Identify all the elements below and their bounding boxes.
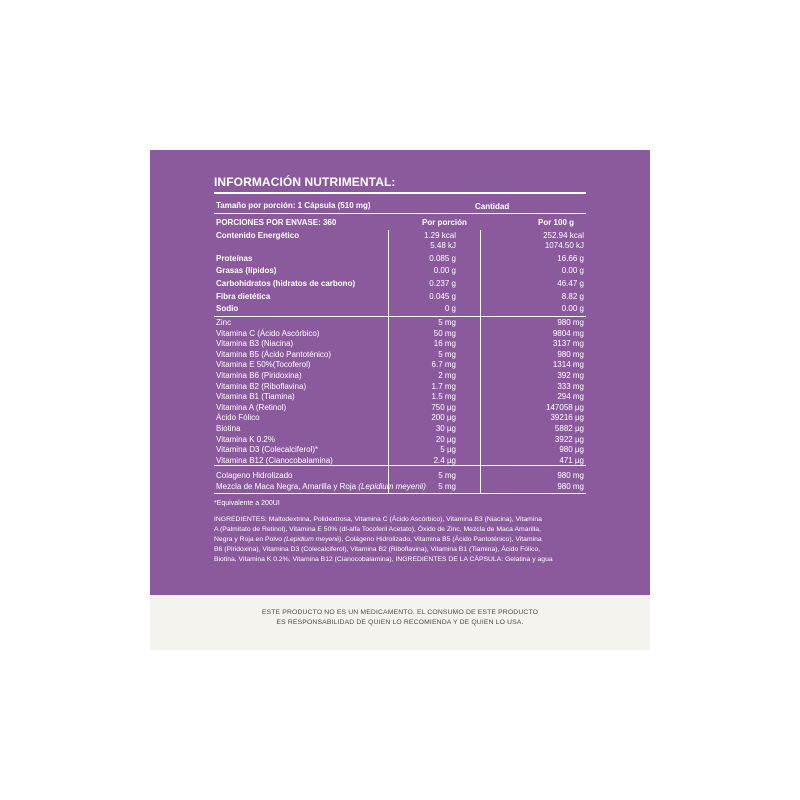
- macro-per-100g: 0.00 g: [561, 266, 584, 275]
- ingredients-segment: (Lepidium meyenii): [283, 535, 342, 543]
- micro-per-serving: 6.7 mg: [431, 360, 456, 370]
- micro-name: Vitamina E 50%(Tocoferol): [216, 360, 311, 370]
- disclaimer-footer: [150, 595, 650, 650]
- micro-name: Zinc: [216, 318, 232, 327]
- disclaimer-line-2: ES RESPONSABILIDAD DE QUIEN LO RECOMIENDA Y DE QUIEN LO USA.: [276, 619, 524, 626]
- disclaimer-line-1: ESTE PRODUCTO NO ES UN MEDICAMENTO. EL CONSUMO DE ESTE PRODUCTO: [261, 609, 539, 616]
- macro-per-100g: 16.66 g: [557, 254, 584, 263]
- footnote: *Equivalente a 200UI: [214, 500, 280, 507]
- micro-per-serving: 750 µg: [431, 402, 456, 412]
- micro-per-100g: 5882 µg: [554, 424, 584, 433]
- ingredients-segment: Negra y Roja en Polvo: [214, 535, 284, 543]
- micro-name: Vitamina B5 (Ácido Pantoténico): [216, 349, 332, 359]
- micro-per-100g: 147058 µg: [546, 402, 584, 412]
- nutrition-label: [150, 150, 650, 595]
- micro-name: Biotina: [216, 424, 241, 433]
- micro-per-serving: 1.7 mg: [431, 381, 456, 391]
- macro-per-100g: 1074.50 kJ: [544, 241, 584, 250]
- micro-per-100g: 980 mg: [557, 349, 584, 359]
- micro-name: Vitamina B12 (Cianocobalamina): [216, 455, 333, 465]
- micro-name: Vitamina A (Retinol): [216, 402, 287, 412]
- macro-name: Fibra dietética: [216, 292, 271, 301]
- other-name: [216, 471, 293, 481]
- product-panel: [150, 150, 650, 650]
- ingredients-line: [214, 545, 586, 555]
- macro-per-100g: 0.00 g: [561, 304, 584, 313]
- ingredients-segment: INGREDIENTES: Maltodextrina, Polidextrosa, Vitamina C (Ácido Ascórbico), Vitamina B3 (Niacina), Vitamina: [214, 516, 542, 523]
- micro-per-100g: 392 mg: [557, 371, 584, 380]
- micro-per-100g: 333 mg: [557, 381, 584, 391]
- micro-per-100g: 980 mg: [557, 318, 584, 327]
- column-divider-left: [388, 230, 389, 493]
- micro-per-100g: 1314 mg: [552, 360, 584, 370]
- macro-name: Grasas (lípidos): [216, 266, 277, 275]
- other-per-100g: 980 mg: [557, 481, 584, 491]
- nutrition-title: INFORMACIÓN NUTRIMENTAL:: [214, 175, 396, 189]
- macro-per-serving: 0.00 g: [433, 266, 456, 275]
- serving-size: Tamaño por porción: 1 Cápsula (510 mg): [216, 201, 371, 210]
- servings-per-container: PORCIONES POR ENVASE: 360: [216, 218, 337, 227]
- micro-name: Vitamina B6 (Piridoxina): [216, 371, 302, 380]
- micro-name: Vitamina B3 (Niacina): [216, 339, 294, 349]
- macro-name: Sodio: [216, 304, 239, 313]
- micro-per-serving: 16 mg: [433, 339, 456, 349]
- other-per-serving: 5 mg: [438, 481, 456, 491]
- macro-per-serving: 1.29 kcal: [423, 231, 456, 240]
- macro-divider: [214, 316, 586, 317]
- per-serving-header: Por porción: [422, 218, 467, 227]
- other-per-100g: 980 mg: [557, 471, 584, 480]
- micro-per-serving: 5 mg: [438, 349, 456, 359]
- ingredients-segment: Biotina, Vitamina K 0.2%, Vitamina B12 (Cianocobalamina), INGREDIENTES DE LA CÁPSULA: Gelatina y agua: [214, 555, 553, 563]
- other-name-text: Mezcla de Maca Negra, Amarilla y Roja: [216, 481, 359, 491]
- macro-name: Carbohidratos (hidratos de carbono): [216, 279, 356, 288]
- micro-per-serving: 30 µg: [435, 424, 456, 433]
- micro-name: Vitamina D3 (Colecalciferol)*: [216, 445, 319, 455]
- micro-divider: [214, 465, 586, 466]
- micro-name: Vitamina B1 (Tiamina): [216, 392, 295, 402]
- macro-per-serving: 0 g: [444, 304, 456, 313]
- ingredients-line: [214, 555, 586, 565]
- micro-per-serving: 5 mg: [438, 318, 456, 327]
- quantity-header: Cantidad: [475, 202, 510, 211]
- ingredients-line: [214, 515, 586, 525]
- others-divider: [214, 493, 586, 494]
- micro-name: Vitamina K 0.2%: [216, 434, 275, 444]
- micro-name: Vitamina C (Ácido Ascórbico): [216, 328, 320, 338]
- macro-per-serving: 5.48 kJ: [430, 241, 456, 250]
- micro-name: Vitamina B2 (Riboflavina): [216, 381, 307, 391]
- micro-name: Ácido Fólico: [216, 413, 260, 423]
- micro-per-serving: 20 µg: [435, 434, 456, 444]
- macro-per-serving: 0.237 g: [429, 279, 456, 288]
- macro-name: Contenido Energético: [216, 231, 300, 240]
- macro-name: Proteínas: [216, 254, 253, 263]
- header-divider: [214, 213, 586, 214]
- micro-per-100g: 3922 µg: [554, 434, 584, 444]
- micro-per-serving: 50 mg: [433, 328, 456, 338]
- ingredients-segment: A (Palmitato de Retinol), Vitamina E 50% (dl-alfa Tocoferil Acetato), Óxido de Zinc, Mezcla de Maca Amarilla,: [214, 525, 541, 533]
- ingredients-text: [214, 515, 586, 565]
- micro-per-serving: 1.5 mg: [431, 392, 456, 402]
- micro-per-100g: 980 µg: [559, 445, 584, 455]
- other-name-italic: (Lepidium meyenii): [358, 481, 426, 491]
- macro-per-100g: 252.94 kcal: [543, 231, 584, 240]
- micro-per-100g: 471 µg: [559, 455, 584, 465]
- ingredients-segment: , Colágeno Hidrolizado, Vitamina B5 (Ácido Pantoténico), Vitamina: [341, 535, 542, 543]
- title-divider: [214, 192, 586, 194]
- micro-per-serving: 5 µg: [440, 445, 456, 455]
- micro-per-serving: 2 mg: [438, 371, 456, 380]
- ingredients-segment: B6 (Piridoxina), Vitamina D3 (Colecalciferol), Vitamina B2 (Riboflavina), Vitamina B1 (Tiamina), Ácido Fólico,: [214, 545, 541, 553]
- micro-per-100g: 9804 mg: [552, 328, 584, 338]
- micro-per-100g: 3137 mg: [552, 339, 584, 349]
- ingredients-line: [214, 535, 586, 545]
- macro-per-100g: 8.82 g: [561, 292, 584, 301]
- column-divider-right: [480, 230, 481, 493]
- ingredients-line: [214, 525, 586, 535]
- micro-per-100g: 294 mg: [557, 392, 584, 402]
- other-name-text: Colageno Hidrolizado: [216, 471, 293, 480]
- other-per-serving: 5 mg: [438, 471, 456, 480]
- macro-per-100g: 46.47 g: [557, 279, 584, 288]
- micro-per-100g: 39216 µg: [550, 413, 584, 423]
- per-100g-header: Por 100 g: [538, 218, 575, 227]
- micro-per-serving: 200 µg: [431, 413, 456, 423]
- macro-per-serving: 0.085 g: [429, 254, 456, 263]
- macro-per-serving: 0.045 g: [429, 292, 456, 301]
- micro-per-serving: 2.4 µg: [433, 455, 456, 465]
